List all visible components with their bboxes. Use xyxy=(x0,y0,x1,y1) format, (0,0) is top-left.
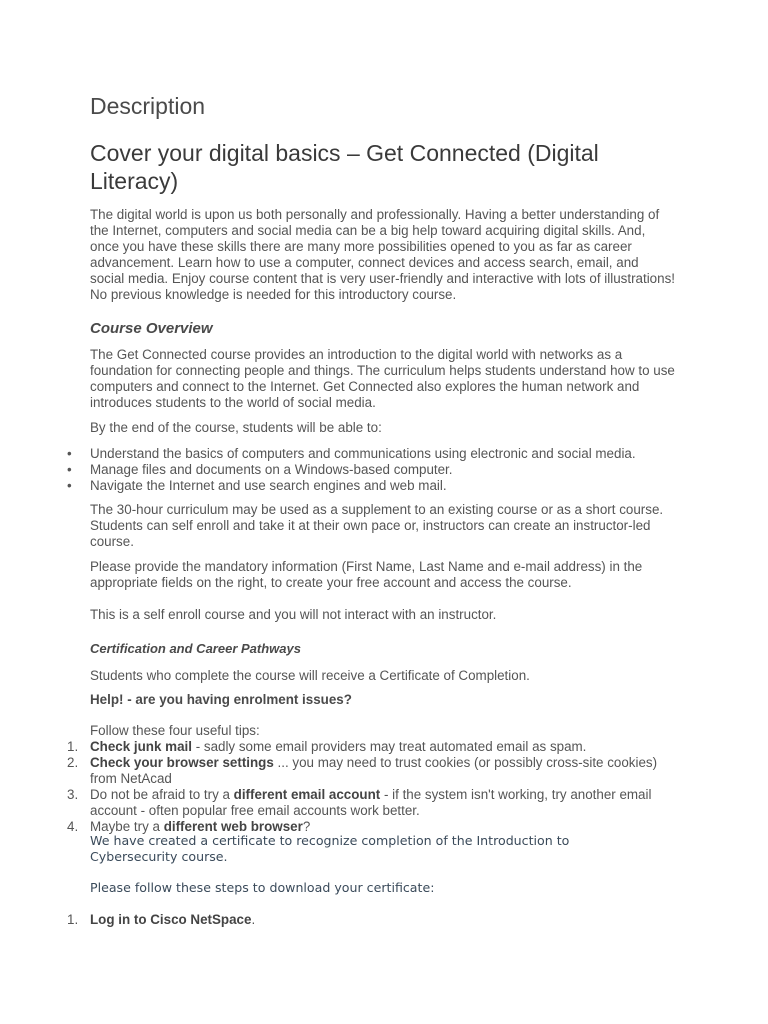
outcomes-list xyxy=(0,446,680,494)
help-heading: Help! - are you having enrolment issues? xyxy=(90,692,352,707)
tip-bold: different email account xyxy=(233,787,381,802)
step-text: . xyxy=(251,912,256,927)
tip-bold: Check junk mail xyxy=(90,739,192,754)
list-number: 3. xyxy=(67,787,79,802)
list-number: 1. xyxy=(67,739,79,754)
list-item xyxy=(0,739,680,755)
tips-list xyxy=(0,739,680,835)
certification-paragraph: Students who complete the course will receive a Certificate of Completion. xyxy=(90,668,530,683)
course-overview-heading: Course Overview xyxy=(90,320,213,337)
list-item xyxy=(0,446,680,462)
list-number: 2. xyxy=(67,755,79,770)
intro-paragraph: The digital world is upon us both personally and professionally. Having a better understanding of the Internet, computers and social media can be a big help toward acquiring digital skills. And, once you have these skills there are many more possibilities opened to you as far as career advancement. Learn how to use a computer, connect devices and access search, email, and social media. Enjoy course content that is very user-friendly and interactive with lots of illustrations! No previous knowledge is needed for this introductory course. xyxy=(90,207,675,302)
steps-list xyxy=(0,912,680,928)
bullet-icon: • xyxy=(67,462,72,477)
list-item xyxy=(0,787,680,819)
bullet-icon: • xyxy=(67,446,72,461)
overview-paragraph: The Get Connected course provides an introduction to the digital world with networks as a foundation for connecting people and things. The curriculum helps students understand how to use computers and connect to the Internet. Get Connected also explores the human network and introduces students to the world of social media. xyxy=(90,347,675,410)
by-end-paragraph: By the end of the course, students will be able to: xyxy=(90,420,382,435)
curriculum-paragraph: The 30-hour curriculum may be used as a supplement to an existing course or as a short course. Students can self enroll and take it at their own pace or, instructors can create an instructor-led course. xyxy=(90,502,664,549)
tip-text: ? xyxy=(302,819,311,834)
tips-intro: Follow these four useful tips: xyxy=(90,723,260,738)
tip-text: Do not be afraid to try a xyxy=(90,787,234,802)
tip-text: Maybe try a xyxy=(90,819,164,834)
tip-text: - sadly some email providers may treat automated email as spam. xyxy=(191,739,587,754)
list-item xyxy=(0,462,680,478)
list-item-text: Navigate the Internet and use search engines and web mail. xyxy=(90,478,447,493)
list-item-text: Understand the basics of computers and communications using electronic and social media. xyxy=(90,446,636,461)
mandatory-info-paragraph: Please provide the mandatory information (First Name, Last Name and e-mail address) in the appropriate fields on the right, to create your free account and access the course. xyxy=(90,559,643,590)
list-item-text: Manage files and documents on a Windows-based computer. xyxy=(90,462,453,477)
tip-text: ... you may need to trust cookies (or possibly cross-site cookies) from NetAcad xyxy=(90,755,658,786)
list-item xyxy=(0,755,680,787)
course-title: Cover your digital basics – Get Connected (Digital Literacy) xyxy=(90,140,599,194)
bullet-icon: • xyxy=(67,478,72,493)
tip-bold: Check your browser settings xyxy=(90,755,274,770)
tip-text: - if the system isn't working, try another email account - often popular free email accounts work better. xyxy=(90,787,652,818)
list-item xyxy=(0,478,680,494)
self-enroll-paragraph: This is a self enroll course and you will not interact with an instructor. xyxy=(90,607,497,622)
tip-bold: different web browser xyxy=(163,819,303,834)
certification-heading: Certification and Career Pathways xyxy=(90,641,301,656)
list-item xyxy=(0,912,680,928)
list-number: 4. xyxy=(67,819,79,834)
step-bold: Log in to Cisco NetSpace xyxy=(90,912,252,927)
certificate-paragraph: We have created a certificate to recognize completion of the Introduction to Cybersecurity course. xyxy=(90,833,570,864)
steps-intro: Please follow these steps to download your certificate: xyxy=(90,880,435,895)
description-heading: Description xyxy=(90,93,206,119)
list-number: 1. xyxy=(67,912,79,927)
